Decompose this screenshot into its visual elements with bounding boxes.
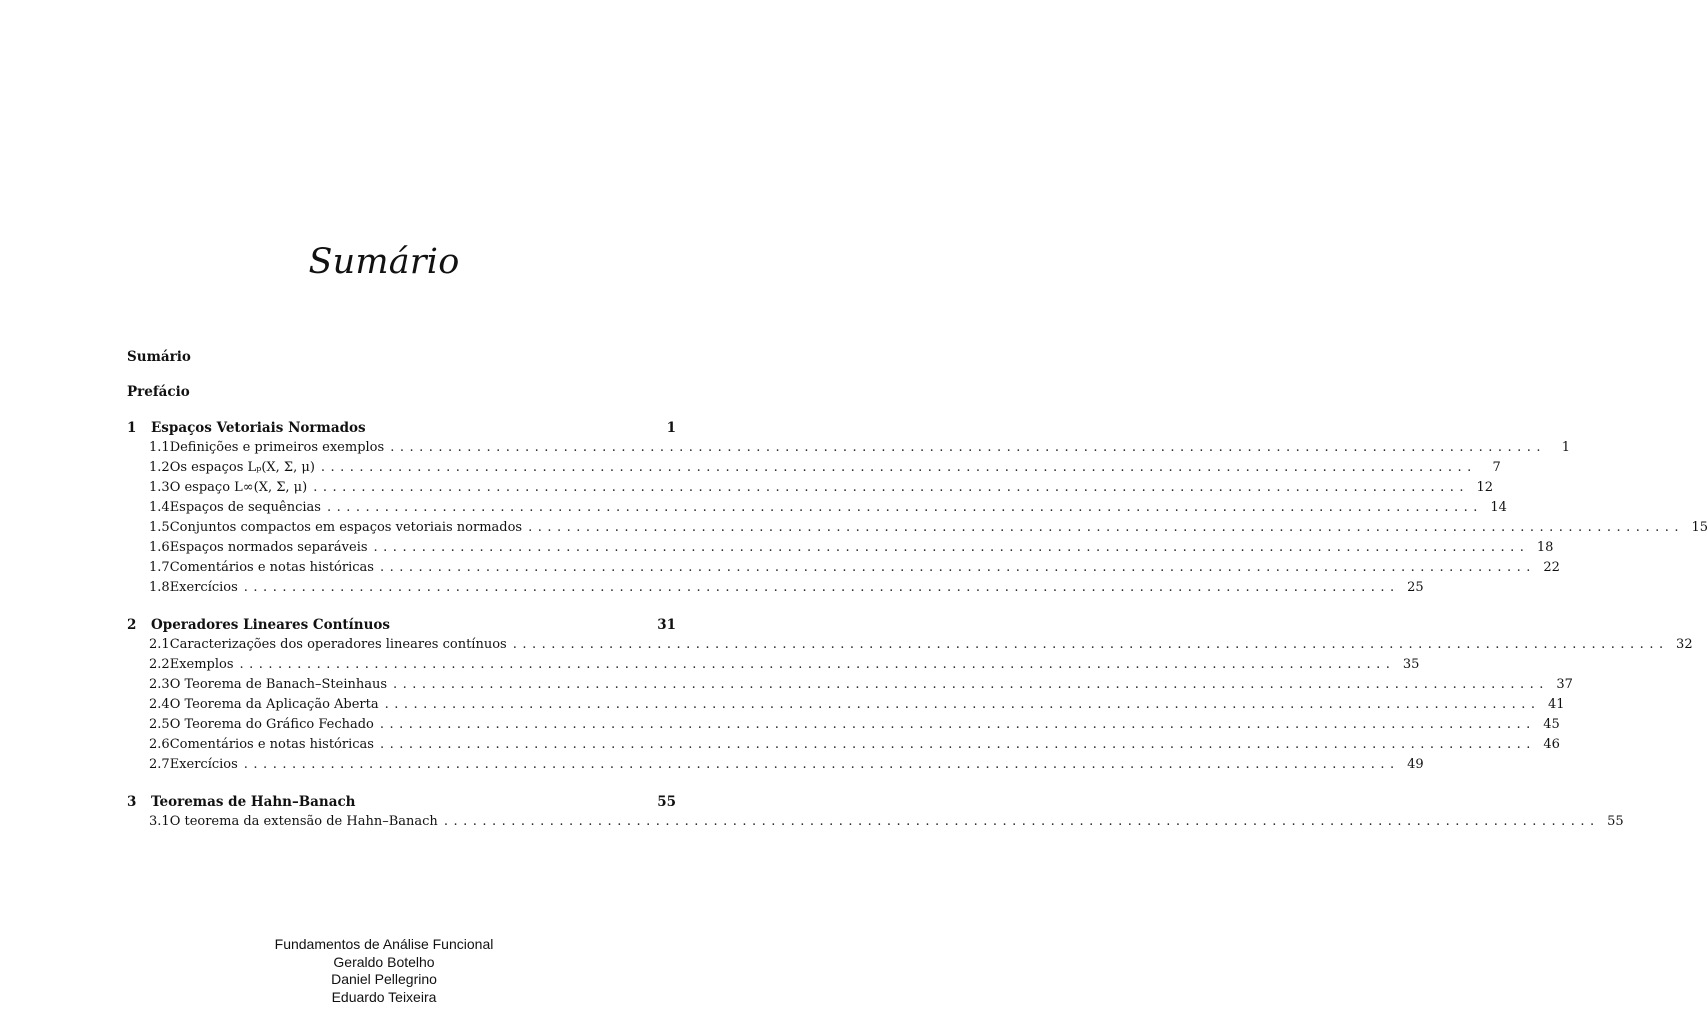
section-number: 1.3	[149, 480, 170, 495]
dot-leader: ........................................................................................................................	[512, 637, 1669, 652]
section-title: Espaços normados separáveis	[169, 540, 368, 555]
book-title: Fundamentos de Análise Funcional	[274, 936, 494, 952]
section-number: 2.6	[149, 737, 170, 752]
section-number: 2.5	[149, 717, 170, 732]
dot-leader: ........................................................................................................................	[313, 480, 1470, 495]
section-title: Definições e primeiros exemplos	[169, 440, 385, 455]
section-title: O Teorema de Banach–Steinhaus	[169, 677, 388, 692]
section-number: 1.5	[149, 520, 170, 535]
dot-leader: ........................................................................................................................	[443, 814, 1600, 829]
dot-leader: ........................................................................................................................	[379, 717, 1536, 732]
chapter-heading[interactable]	[127, 418, 676, 438]
dot-leader: ........................................................................................................................	[379, 737, 1536, 752]
section-title: Comentários e notas históricas	[169, 560, 374, 575]
toc-chapter-3	[127, 792, 1624, 832]
section-title: O teorema da extensão de Hahn–Banach	[169, 814, 438, 829]
toc-chapter-2	[127, 615, 1693, 775]
chapter-number: 2	[127, 617, 137, 633]
dot-leader: ........................................................................................................................	[243, 580, 1400, 595]
toc-section[interactable]	[127, 755, 1424, 775]
section-page: 12	[1476, 480, 1494, 495]
toc-section[interactable]	[127, 635, 1693, 655]
toc-section[interactable]	[127, 715, 1560, 735]
section-page: 32	[1676, 637, 1693, 652]
dot-leader: ........................................................................................................................	[239, 657, 1396, 672]
dot-leader: ........................................................................................................................	[326, 500, 1483, 515]
section-page: 35	[1402, 657, 1420, 672]
chapter-heading[interactable]	[127, 792, 676, 812]
section-number: 1.6	[149, 540, 170, 555]
toc-section[interactable]	[127, 812, 1624, 832]
section-title: O Teorema do Gráfico Fechado	[169, 717, 374, 732]
section-title: Os espaços Lₚ(X, Σ, μ)	[169, 460, 315, 475]
page-title: Sumário	[308, 242, 460, 282]
section-page: 1	[1561, 440, 1571, 455]
section-page: 18	[1536, 540, 1554, 555]
section-page: 41	[1547, 697, 1565, 712]
section-title: Comentários e notas históricas	[169, 737, 374, 752]
toc-section[interactable]	[127, 538, 1554, 558]
section-page: 46	[1543, 737, 1560, 752]
author-name: Daniel Pellegrino	[331, 971, 437, 987]
chapter-page: 55	[657, 794, 676, 810]
toc-section[interactable]	[127, 695, 1565, 715]
chapter-page: 31	[657, 617, 676, 633]
toc-section[interactable]	[127, 498, 1507, 518]
toc-section[interactable]	[127, 518, 1708, 538]
section-page: 14	[1490, 500, 1507, 515]
toc-front-prefacio[interactable]: Prefácio	[127, 384, 190, 400]
section-title: Exercícios	[169, 757, 238, 772]
toc-chapter-1	[127, 418, 1708, 598]
section-page: 55	[1607, 814, 1624, 829]
chapter-title: Espaços Vetoriais Normados	[151, 420, 366, 436]
section-title: O espaço L∞(X, Σ, μ)	[169, 480, 308, 495]
section-number: 2.2	[149, 657, 170, 672]
dot-leader: ........................................................................................................................	[243, 757, 1400, 772]
chapter-number: 3	[127, 794, 137, 810]
section-page: 49	[1407, 757, 1424, 772]
section-number: 1.8	[149, 580, 170, 595]
section-page: 45	[1543, 717, 1560, 732]
section-number: 3.1	[149, 814, 170, 829]
chapter-title: Teoremas de Hahn–Banach	[151, 794, 356, 810]
dot-leader: ........................................................................................................................	[320, 460, 1477, 475]
section-number: 1.4	[149, 500, 170, 515]
section-page: 15	[1691, 520, 1708, 535]
toc-section[interactable]	[127, 438, 1571, 458]
toc-section[interactable]	[127, 735, 1560, 755]
toc-section[interactable]	[127, 478, 1494, 498]
toc-front-sumario[interactable]: Sumário	[127, 349, 191, 365]
chapter-heading[interactable]	[127, 615, 676, 635]
section-number: 1.1	[149, 440, 170, 455]
section-title: Conjuntos compactos em espaços vetoriais normados	[169, 520, 523, 535]
author-name: Geraldo Botelho	[333, 953, 435, 970]
section-page: 25	[1407, 580, 1424, 595]
chapter-number: 1	[127, 420, 137, 436]
section-number: 2.3	[149, 677, 170, 692]
table-of-contents	[127, 348, 1708, 832]
toc-section[interactable]	[127, 558, 1560, 578]
section-title: Exemplos	[169, 657, 234, 672]
section-number: 2.7	[149, 757, 170, 772]
dot-leader: ........................................................................................................................	[373, 540, 1530, 555]
chapter-title: Operadores Lineares Contínuos	[151, 617, 391, 633]
section-number: 2.4	[149, 697, 170, 712]
dot-leader: ........................................................................................................................	[384, 697, 1541, 712]
dot-leader: ........................................................................................................................	[393, 677, 1549, 692]
section-title: Caracterizações dos operadores lineares contínuos	[169, 637, 507, 652]
book-footer	[0, 936, 768, 1006]
section-title: Exercícios	[169, 580, 238, 595]
toc-section[interactable]	[127, 655, 1420, 675]
toc-section[interactable]	[127, 675, 1573, 695]
section-number: 1.7	[149, 560, 170, 575]
section-number: 1.2	[149, 460, 170, 475]
dot-leader: ........................................................................................................................	[528, 520, 1684, 535]
section-page: 22	[1543, 560, 1560, 575]
section-title: Espaços de sequências	[169, 500, 321, 515]
chapter-page: 1	[666, 420, 676, 436]
dot-leader: ........................................................................................................................	[390, 440, 1547, 455]
dot-leader: ........................................................................................................................	[379, 560, 1536, 575]
author-name: Eduardo Teixeira	[331, 988, 437, 1005]
section-title: O Teorema da Aplicação Aberta	[169, 697, 379, 712]
toc-section[interactable]	[127, 458, 1501, 478]
section-number: 2.1	[149, 637, 170, 652]
toc-section[interactable]	[127, 578, 1424, 598]
section-page: 7	[1492, 460, 1501, 475]
section-page: 37	[1556, 677, 1573, 692]
